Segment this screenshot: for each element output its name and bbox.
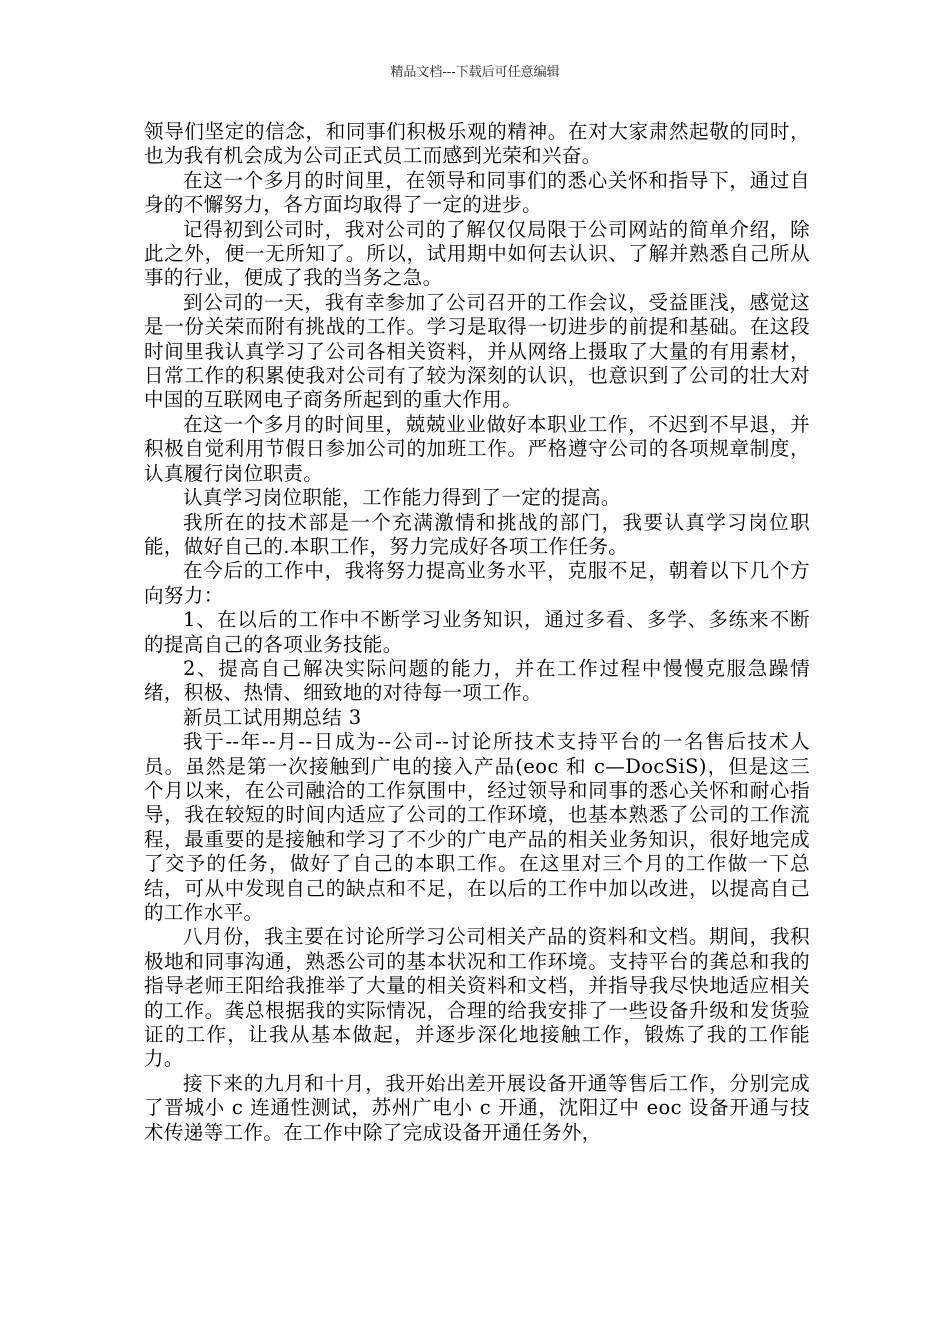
paragraph: 领导们坚定的信念，和同事们积极乐观的精神。在对大家肃然起敬的同时，也为我有机会成为公司正式员工而感到光荣和兴奋。 bbox=[144, 120, 810, 168]
paragraph: 在这一个多月的时间里，兢兢业业做好本职业工作，不迟到不早退，并积极自觉利用节假日参加公司的加班工作。严格遵守公司的各项规章制度，认真履行岗位职责。 bbox=[144, 412, 810, 485]
page-header: 精品文档---下载后可任意编辑 bbox=[390, 65, 560, 80]
paragraph: 记得初到公司时，我对公司的了解仅仅局限于公司网站的简单介绍，除此之外，便一无所知了。所以，试用期中如何去认识、了解并熟悉自己所从事的行业，便成了我的当务之急。 bbox=[144, 217, 810, 290]
paragraph: 到公司的一天，我有幸参加了公司召开的工作会议，受益匪浅，感觉这是一份关荣而附有挑战的工作。学习是取得一切进步的前提和基础。在这段时间里我认真学习了公司各相关资料，并从网络上摄取了大量的有用素材，日常工作的积累使我对公司有了较为深刻的认识，也意识到了公司的壮大对中国的互联网电子商务所起到的重大作用。 bbox=[144, 290, 810, 412]
list-item: 2、提高自己解决实际问题的能力，并在工作过程中慢慢克服急躁情绪，积极、热情、细致地的对待每一项工作。 bbox=[144, 656, 810, 705]
paragraph: 我所在的技术部是一个充满激情和挑战的部门，我要认真学习岗位职能，做好自己的.本职工作，努力完成好各项工作任务。 bbox=[144, 510, 810, 558]
list-item: 1、在以后的工作中不断学习业务知识，通过多看、多学、多练来不断的提高自己的各项业务技能。 bbox=[144, 608, 810, 656]
paragraph: 在今后的工作中，我将努力提高业务水平，克服不足，朝着以下几个方向努力： bbox=[144, 559, 810, 607]
paragraph: 认真学习岗位职能，工作能力得到了一定的提高。 bbox=[183, 486, 621, 510]
paragraph: 在这一个多月的时间里，在领导和同事们的悉心关怀和指导下，通过自身的不懈努力，各方面均取得了一定的进步。 bbox=[144, 168, 810, 217]
paragraph: 接下来的九月和十月，我开始出差开展设备开通等售后工作，分别完成了晋城小 c 连通性测试，苏州广电小 c 开通，沈阳辽中 eoc 设备开通与技术传递等工作。在工作中除了完成设备开通任务外， bbox=[144, 1071, 810, 1144]
paragraph: 我于--年--月--日成为--公司--讨论所技术支持平台的一名售后技术人员。虽然是第一次接触到广电的接入产品(eoc 和 c—DocSiS)，但是这三个月以来，在公司融洽的工作氛围中，经过领导和同事的悉心关怀和耐心指导，我在较短的时间内适应了公司的工作环境，也基本熟悉了公司的工作流程，最重要的是接触和学习了不少的广电产品的相关业务知识，很好地完成了交予的任务，做好了自己的本职工作。在这里对三个月的工作做一下总结，可从中发现自己的缺点和不足，在以后的工作中加以改进，以提高自己的工作水平。 bbox=[144, 730, 810, 924]
paragraph: 八月份，我主要在讨论所学习公司相关产品的资料和文档。期间，我积极地和同事沟通，熟悉公司的基本状况和工作环境。支持平台的龚总和我的指导老师王阳给我推举了大量的相关资料和文档，并指导我尽快地适应相关的工作。龚总根据我的实际情况，合理的给我安排了一些设备升级和发货验证的工作，让我从基本做起，并逐步深化地接触工作，锻炼了我的工作能力。 bbox=[144, 925, 810, 1071]
document-body bbox=[144, 120, 810, 1145]
section-heading: 新员工试用期总结 3 bbox=[183, 705, 362, 729]
